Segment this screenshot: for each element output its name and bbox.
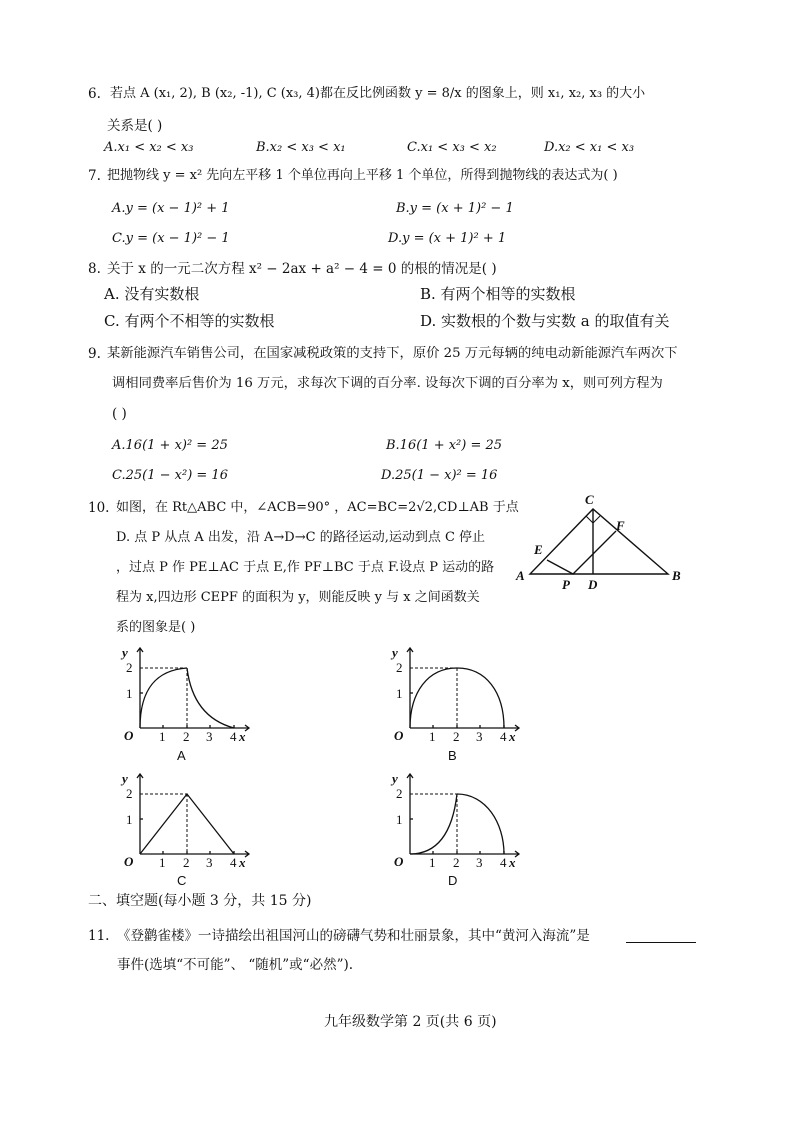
svg-text:4: 4: [230, 729, 237, 742]
label-f: F: [616, 518, 625, 533]
svg-text:1: 1: [396, 686, 403, 701]
q10-text-line5: 系的图象是( ): [116, 620, 196, 635]
svg-text:4: 4: [230, 855, 237, 868]
svg-text:1: 1: [429, 855, 436, 868]
q9-option-d: D.25(1 − x)² = 16: [381, 468, 498, 483]
q8-text: 关于 x 的一元二次方程 x² − 2ax + a² − 4 = 0 的根的情况是( ): [107, 261, 497, 277]
svg-text:1: 1: [159, 855, 166, 868]
label-b: B: [672, 568, 681, 583]
q9-text-line2: 调相同费率后售价为 16 万元，求每次下调的百分率. 设每次下调的百分率为 x，则可列方程为: [112, 376, 663, 391]
q6-option-c: C.x₁ < x₃ < x₂: [407, 140, 497, 155]
q6-text-line2: 关系是( ): [107, 118, 163, 134]
svg-text:2: 2: [396, 786, 403, 801]
svg-text:y: y: [122, 771, 128, 786]
svg-text:2: 2: [126, 786, 133, 801]
svg-text:3: 3: [206, 855, 213, 868]
graph-b-label: B: [448, 748, 457, 763]
q10-number: 10.: [88, 500, 110, 516]
q6-text: 若点 A (x₁, 2), B (x₂, -1), C (x₃, 4)都在反比例函数 y = 8/x 的图象上，则 x₁, x₂, x₃ 的大小: [110, 86, 646, 101]
svg-text:4: 4: [500, 729, 507, 742]
q11-answer-blank[interactable]: [626, 942, 696, 943]
q11-text-line2: 事件(选填“不可能”、 “随机”或“必然”).: [117, 957, 354, 973]
label-p: P: [562, 577, 570, 590]
q11-text: 《登鹳雀楼》一诗描绘出祖国河山的磅礴气势和壮丽景象，其中“黄河入海流”是: [117, 928, 590, 944]
svg-text:x: x: [239, 729, 246, 742]
q8-option-d: D. 实数根的个数与实数 a 的取值有关: [420, 312, 670, 330]
svg-text:2: 2: [126, 660, 133, 675]
svg-text:O: O: [394, 728, 404, 742]
label-e: E: [534, 542, 543, 557]
svg-text:O: O: [124, 728, 134, 742]
svg-text:O: O: [124, 854, 134, 868]
q8-option-b: B. 有两个相等的实数根: [420, 285, 576, 303]
page-footer: 九年级数学第 2 页(共 6 页): [324, 1014, 497, 1030]
graph-a-label: A: [177, 748, 186, 763]
q7-option-d: D.y = (x + 1)² + 1: [388, 231, 507, 246]
q10-text-line4: 程为 x,四边形 CEPF 的面积为 y，则能反映 y 与 x 之间函数关: [116, 590, 480, 605]
svg-text:2: 2: [453, 855, 460, 868]
svg-text:y: y: [392, 771, 398, 786]
q6-option-a: A.x₁ < x₂ < x₃: [104, 140, 194, 155]
q9-option-c: C.25(1 − x²) = 16: [112, 468, 228, 483]
q11-number: 11.: [88, 928, 110, 944]
svg-text:1: 1: [126, 686, 133, 701]
q7-option-c: C.y = (x − 1)² − 1: [112, 231, 230, 246]
q6-number: 6.: [88, 86, 101, 102]
q10-text-line2: D. 点 P 从点 A 出发，沿 A→D→C 的路径运动,运动到点 C 停止: [116, 530, 486, 545]
section-heading: 二、填空题(每小题 3 分，共 15 分): [88, 893, 312, 909]
q8-option-c: C. 有两个不相等的实数根: [104, 312, 275, 330]
svg-text:O: O: [394, 854, 404, 868]
q7-text: 把抛物线 y = x² 先向左平移 1 个单位再向上平移 1 个单位，所得到抛物线的表达式为( ): [107, 168, 618, 183]
svg-text:1: 1: [429, 729, 436, 742]
q6-option-b: B.x₂ < x₃ < x₁: [256, 140, 346, 155]
svg-text:1: 1: [126, 812, 133, 827]
q6-option-d: D.x₂ < x₁ < x₃: [544, 140, 635, 155]
label-c: C: [585, 492, 594, 507]
q10-text-line3: ，过点 P 作 PE⊥AC 于点 E,作 PF⊥BC 于点 F.设点 P 运动的路: [116, 560, 495, 575]
q9-option-a: A.16(1 + x)² = 25: [112, 438, 228, 453]
svg-text:3: 3: [476, 855, 483, 868]
svg-text:1: 1: [159, 729, 166, 742]
graph-option-a: [118, 642, 258, 742]
triangle-figure: [510, 490, 690, 590]
svg-text:3: 3: [206, 729, 213, 742]
svg-text:1: 1: [396, 812, 403, 827]
svg-text:2: 2: [183, 729, 190, 742]
svg-text:2: 2: [183, 855, 190, 868]
graph-option-d: [388, 768, 528, 868]
svg-text:y: y: [122, 645, 128, 660]
svg-text:y: y: [392, 645, 398, 660]
q10-text-line1: 如图，在 Rt△ABC 中，∠ACB=90° ，AC=BC=2√2,CD⊥AB 于点: [116, 500, 519, 515]
label-a: A: [516, 568, 525, 583]
svg-text:x: x: [509, 855, 516, 868]
q8-option-a: A. 没有实数根: [104, 285, 200, 303]
graph-option-b: [388, 642, 528, 742]
graph-d-label: D: [448, 873, 458, 888]
svg-text:3: 3: [476, 729, 483, 742]
q9-option-b: B.16(1 + x²) = 25: [386, 438, 503, 453]
q7-option-a: A.y = (x − 1)² + 1: [112, 201, 230, 216]
segments-ep-pf: [547, 531, 616, 574]
q7-number: 7.: [88, 168, 101, 184]
svg-text:2: 2: [396, 660, 403, 675]
q7-option-b: B.y = (x + 1)² − 1: [396, 201, 514, 216]
graph-option-c: [118, 768, 258, 868]
triangle-abc: [530, 509, 668, 574]
label-d: D: [588, 577, 598, 590]
svg-text:x: x: [509, 729, 516, 742]
svg-text:4: 4: [500, 855, 507, 868]
svg-text:2: 2: [453, 729, 460, 742]
svg-text:x: x: [239, 855, 246, 868]
q9-text: 某新能源汽车销售公司，在国家减税政策的支持下，原价 25 万元每辆的纯电动新能源汽车两次下: [107, 346, 678, 361]
graph-c-label: C: [177, 873, 187, 888]
q9-text-line3: ( ): [112, 406, 127, 422]
q9-number: 9.: [88, 346, 101, 362]
q8-number: 8.: [88, 261, 101, 277]
